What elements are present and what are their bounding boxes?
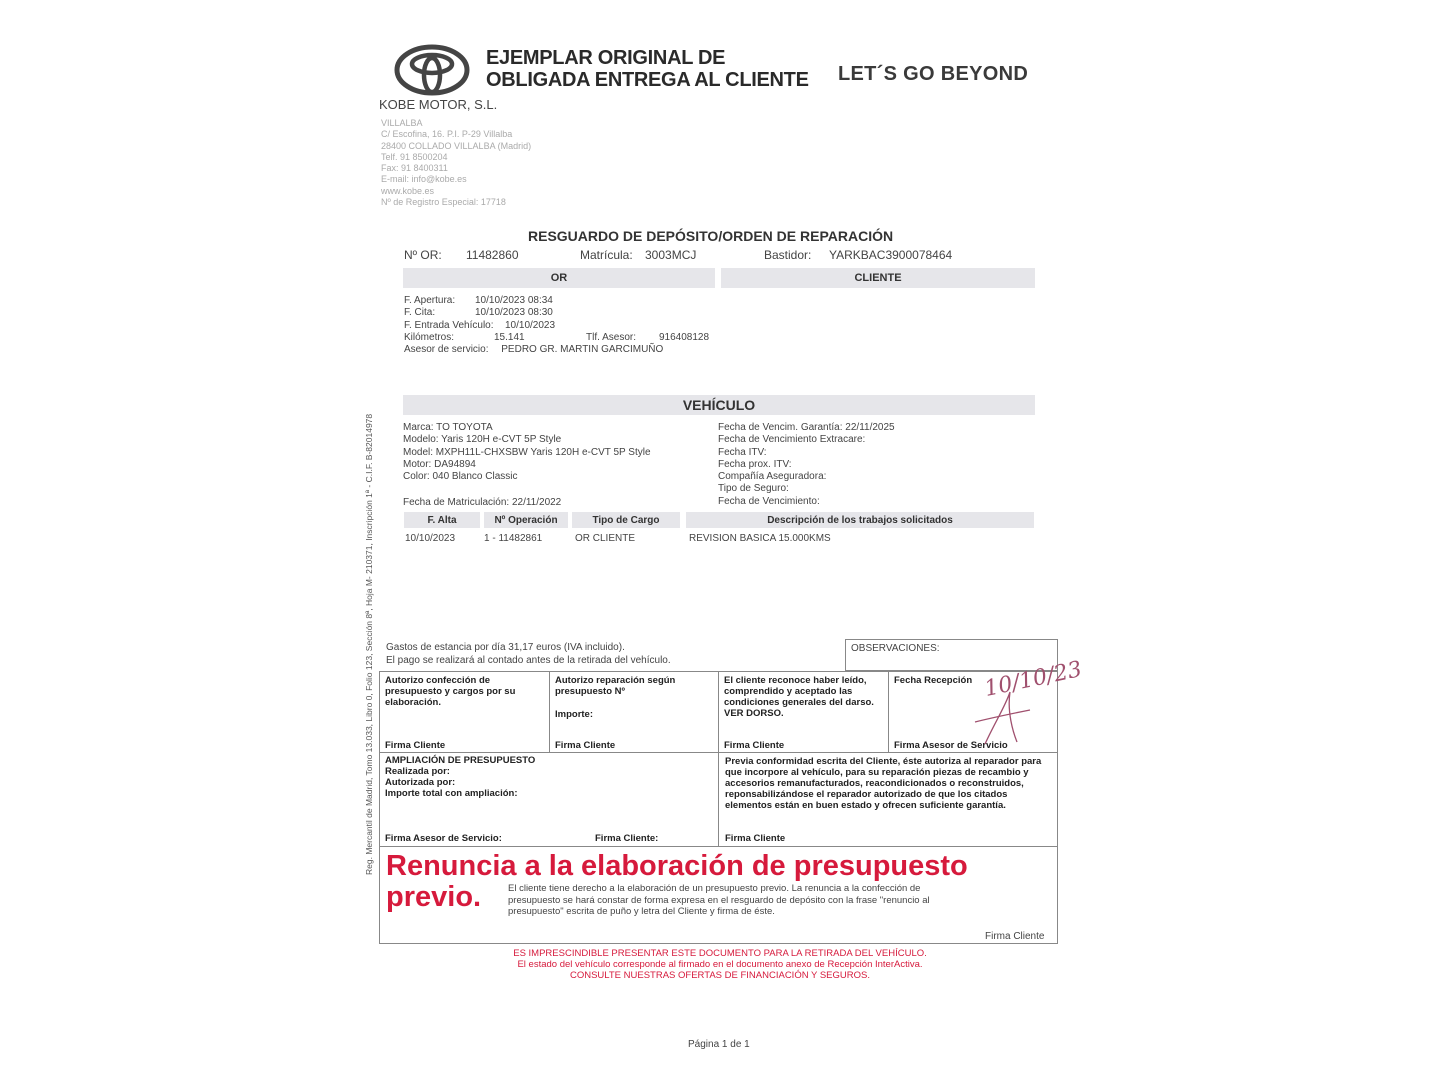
next-itv-date: Fecha prox. ITV:: [718, 458, 792, 470]
vehiculo-section-header: VEHÍCULO: [403, 395, 1035, 415]
asesor-label: Asesor de servicio:: [404, 344, 489, 355]
vehicle-brand: Marca: TO TOYOTA: [403, 422, 493, 433]
renuncia-line-1: Renuncia a la elaboración de presupuesto: [386, 850, 968, 882]
tlf-asesor-label: Tlf. Asesor:: [586, 332, 637, 343]
ampliacion-line: Realizada por:: [385, 766, 450, 777]
banner-line-2: OBLIGADA ENTREGA AL CLIENTE: [486, 69, 809, 91]
firma-cliente-conformidad: Firma Cliente: [725, 833, 786, 844]
divider: [718, 671, 719, 846]
bastidor-label: Bastidor:: [764, 248, 812, 262]
cliente-reconoce: El cliente reconoce haber leído, comprendido y aceptado las condiciones generales del darso. VER DORSO.: [724, 675, 874, 719]
renuncia-line-2: previo.: [386, 881, 482, 913]
table-header-tipo-cargo: Tipo de Cargo: [572, 512, 680, 528]
address-line: C/ Escofina, 16. P.I. P-29 Villalba: [381, 129, 513, 140]
apertura-value: 10/10/2023 08:34: [475, 295, 553, 306]
ampliacion-line: Importe total con ampliación:: [385, 788, 518, 799]
toyota-logo-icon: [394, 44, 470, 96]
handwritten-date: 10/10/23: [982, 657, 1085, 703]
fecha-recepcion-label: Fecha Recepción: [894, 675, 973, 686]
divider: [888, 671, 889, 752]
original-copy-banner: [486, 47, 809, 91]
firma-cliente-ampliacion: Firma Cliente:: [595, 833, 659, 844]
company-name: KOBE MOTOR, S.L.: [379, 97, 498, 112]
matriculacion-date: Fecha de Matriculación: 22/11/2022: [403, 497, 562, 508]
address-line: Nº de Registro Especial: 17718: [381, 197, 506, 208]
ampliacion-title: AMPLIACIÓN DE PRESUPUESTO: [385, 755, 536, 766]
vehicle-model: Modelo: Yaris 120H e-CVT 5P Style: [403, 434, 562, 446]
notice-line: El estado del vehículo corresponde al firmado en el documento anexo de Recepción InterActiva.: [517, 959, 923, 970]
divider: [379, 752, 1058, 753]
matricula-value: 3003MCJ: [645, 248, 697, 262]
vehicle-model-code: Model: MXPH11L-CHXSBW Yaris 120H e-CVT 5P Style: [403, 446, 651, 458]
entrada-value: 10/10/2023: [505, 320, 556, 331]
or-details-values: [475, 295, 553, 320]
firma-asesor-servicio: Firma Asesor de Servicio:: [385, 833, 502, 844]
notice-line: CONSULTE NUESTRAS OFERTAS DE FINANCIACIÓN Y SEGUROS.: [569, 970, 870, 981]
autorizo-reparacion: Autorizo reparación según presupuesto Nº: [555, 675, 676, 697]
document-title: RESGUARDO DE DEPÓSITO/ORDEN DE REPARACIÓN: [528, 228, 894, 244]
address-line: www.kobe.es: [381, 185, 435, 196]
extracare-date: Fecha de Vencimiento Extracare:: [718, 434, 866, 446]
notice-line: ES IMPRESCINDIBLE PRESENTAR ESTE DOCUMENTO PARA LA RETIRADA DEL VEHÍCULO.: [513, 948, 927, 959]
bastidor-value: YARKBAC3900078464: [829, 248, 953, 262]
km-value: 15.141: [494, 332, 525, 343]
ampliacion-line: Autorizada por:: [385, 777, 456, 788]
address-line: VILLALBA: [381, 118, 423, 128]
table-cell: 1 - 11482861: [484, 533, 543, 544]
entrada-label: F. Entrada Vehículo:: [404, 320, 494, 331]
retirada-notice: [450, 948, 990, 981]
vehicle-engine: Motor: DA94894: [403, 458, 476, 470]
page-number: Página 1 de 1: [688, 1039, 750, 1050]
address-line: Telf. 91 8500204: [381, 151, 448, 162]
table-header-operacion: Nº Operación: [484, 512, 568, 528]
address-line: E-mail: info@kobe.es: [381, 174, 467, 185]
gastos-line-2: El pago se realizará al contado antes de la retirada del vehículo.: [386, 654, 671, 666]
apertura-label: F. Apertura:: [404, 295, 456, 306]
autorizo-confeccion: Autorizo confección de presupuesto y cargos por su elaboración.: [385, 675, 516, 708]
km-label: Kilómetros:: [404, 332, 455, 343]
tlf-asesor-value: 916408128: [659, 332, 710, 343]
observaciones-label: OBSERVACIONES:: [851, 643, 940, 654]
or-details-labels: [404, 295, 455, 320]
firma-cliente-1: Firma Cliente: [385, 740, 446, 751]
slogan: LET´S GO BEYOND: [838, 63, 1029, 85]
ampliacion-block: [385, 755, 535, 799]
banner-line-1: EJEMPLAR ORIGINAL DE: [486, 47, 726, 69]
asesor-value: PEDRO GR. MARTIN GARCIMUÑO: [501, 344, 664, 355]
insurer: Compañía Aseguradora:: [718, 471, 827, 483]
asesor-row: [404, 344, 724, 355]
firma-asesor: Firma Asesor de Servicio: [894, 740, 1008, 751]
vehicle-color: Color: 040 Blanco Classic: [403, 471, 518, 483]
or-number-label: Nº OR:: [404, 248, 442, 262]
vehicle-details-left: [403, 422, 651, 483]
conformidad-text: Previa conformidad escrita del Cliente, éste autoriza al reparador para que incorpore al vehículo, para su reparación piezas de recambio y accesorios remanufacturados, reacondicionados o reconstruidos, reponsabilizándose el reparador autorizado de que los citados elementos están en buen estado y ofrecen suficiente garantía.: [725, 756, 1042, 811]
firma-cliente-2: Firma Cliente: [555, 740, 616, 751]
cita-label: F. Cita:: [404, 307, 436, 319]
table-header-descripcion: Descripción de los trabajos solicitados: [686, 512, 1034, 528]
or-section-header: OR: [403, 268, 715, 288]
importe-label: Importe:: [555, 709, 593, 720]
gastos-estancia: [386, 642, 671, 667]
garantia-date: Fecha de Vencim. Garantía: 22/11/2025: [718, 422, 895, 433]
divider: [549, 671, 550, 752]
table-cell: OR CLIENTE: [575, 533, 636, 544]
vehicle-details-right: [718, 422, 895, 508]
firma-cliente-renuncia: Firma Cliente: [985, 931, 1045, 942]
table-cell: 10/10/2023: [405, 533, 456, 544]
handwritten-signature: [955, 657, 1085, 752]
matricula-label: Matrícula:: [580, 248, 633, 262]
divider: [379, 846, 1058, 847]
or-number-value: 11482860: [466, 248, 519, 262]
cliente-section-header: CLIENTE: [721, 268, 1035, 288]
itv-date: Fecha ITV:: [718, 446, 767, 458]
cita-value: 10/10/2023 08:30: [475, 307, 553, 319]
gastos-line-1: Gastos de estancia por día 31,17 euros (IVA incluido).: [386, 642, 625, 653]
firma-cliente-3: Firma Cliente: [724, 740, 785, 751]
address-line: Fax: 91 8400311: [381, 163, 448, 174]
address-line: 28400 COLLADO VILLALBA (Madrid): [381, 140, 532, 151]
registry-side-text: Reg. Mercantil de Madrid, Tomo 13.033, Libro 0, Folio 123, Sección 8ª, Hoja M- 210371, Inscripción 1ª - C.I.F. B-82014978: [364, 413, 374, 875]
table-cell: REVISION BASICA 15.000KMS: [689, 533, 831, 544]
company-address: [381, 118, 531, 208]
renuncia-text: El cliente tiene derecho a la elaboración de un presupuesto previo. La renuncia a la confección de presupuesto se hará constar de forma expresa en el resguardo de depósito con la frase "renuncio al presupuesto" escrita de puño y letra del Cliente y firma de éste.: [508, 883, 930, 917]
insurance-type: Tipo de Seguro:: [718, 483, 789, 495]
table-header-f-alta: F. Alta: [404, 512, 480, 528]
insurance-expiry: Fecha de Vencimiento:: [718, 495, 820, 507]
